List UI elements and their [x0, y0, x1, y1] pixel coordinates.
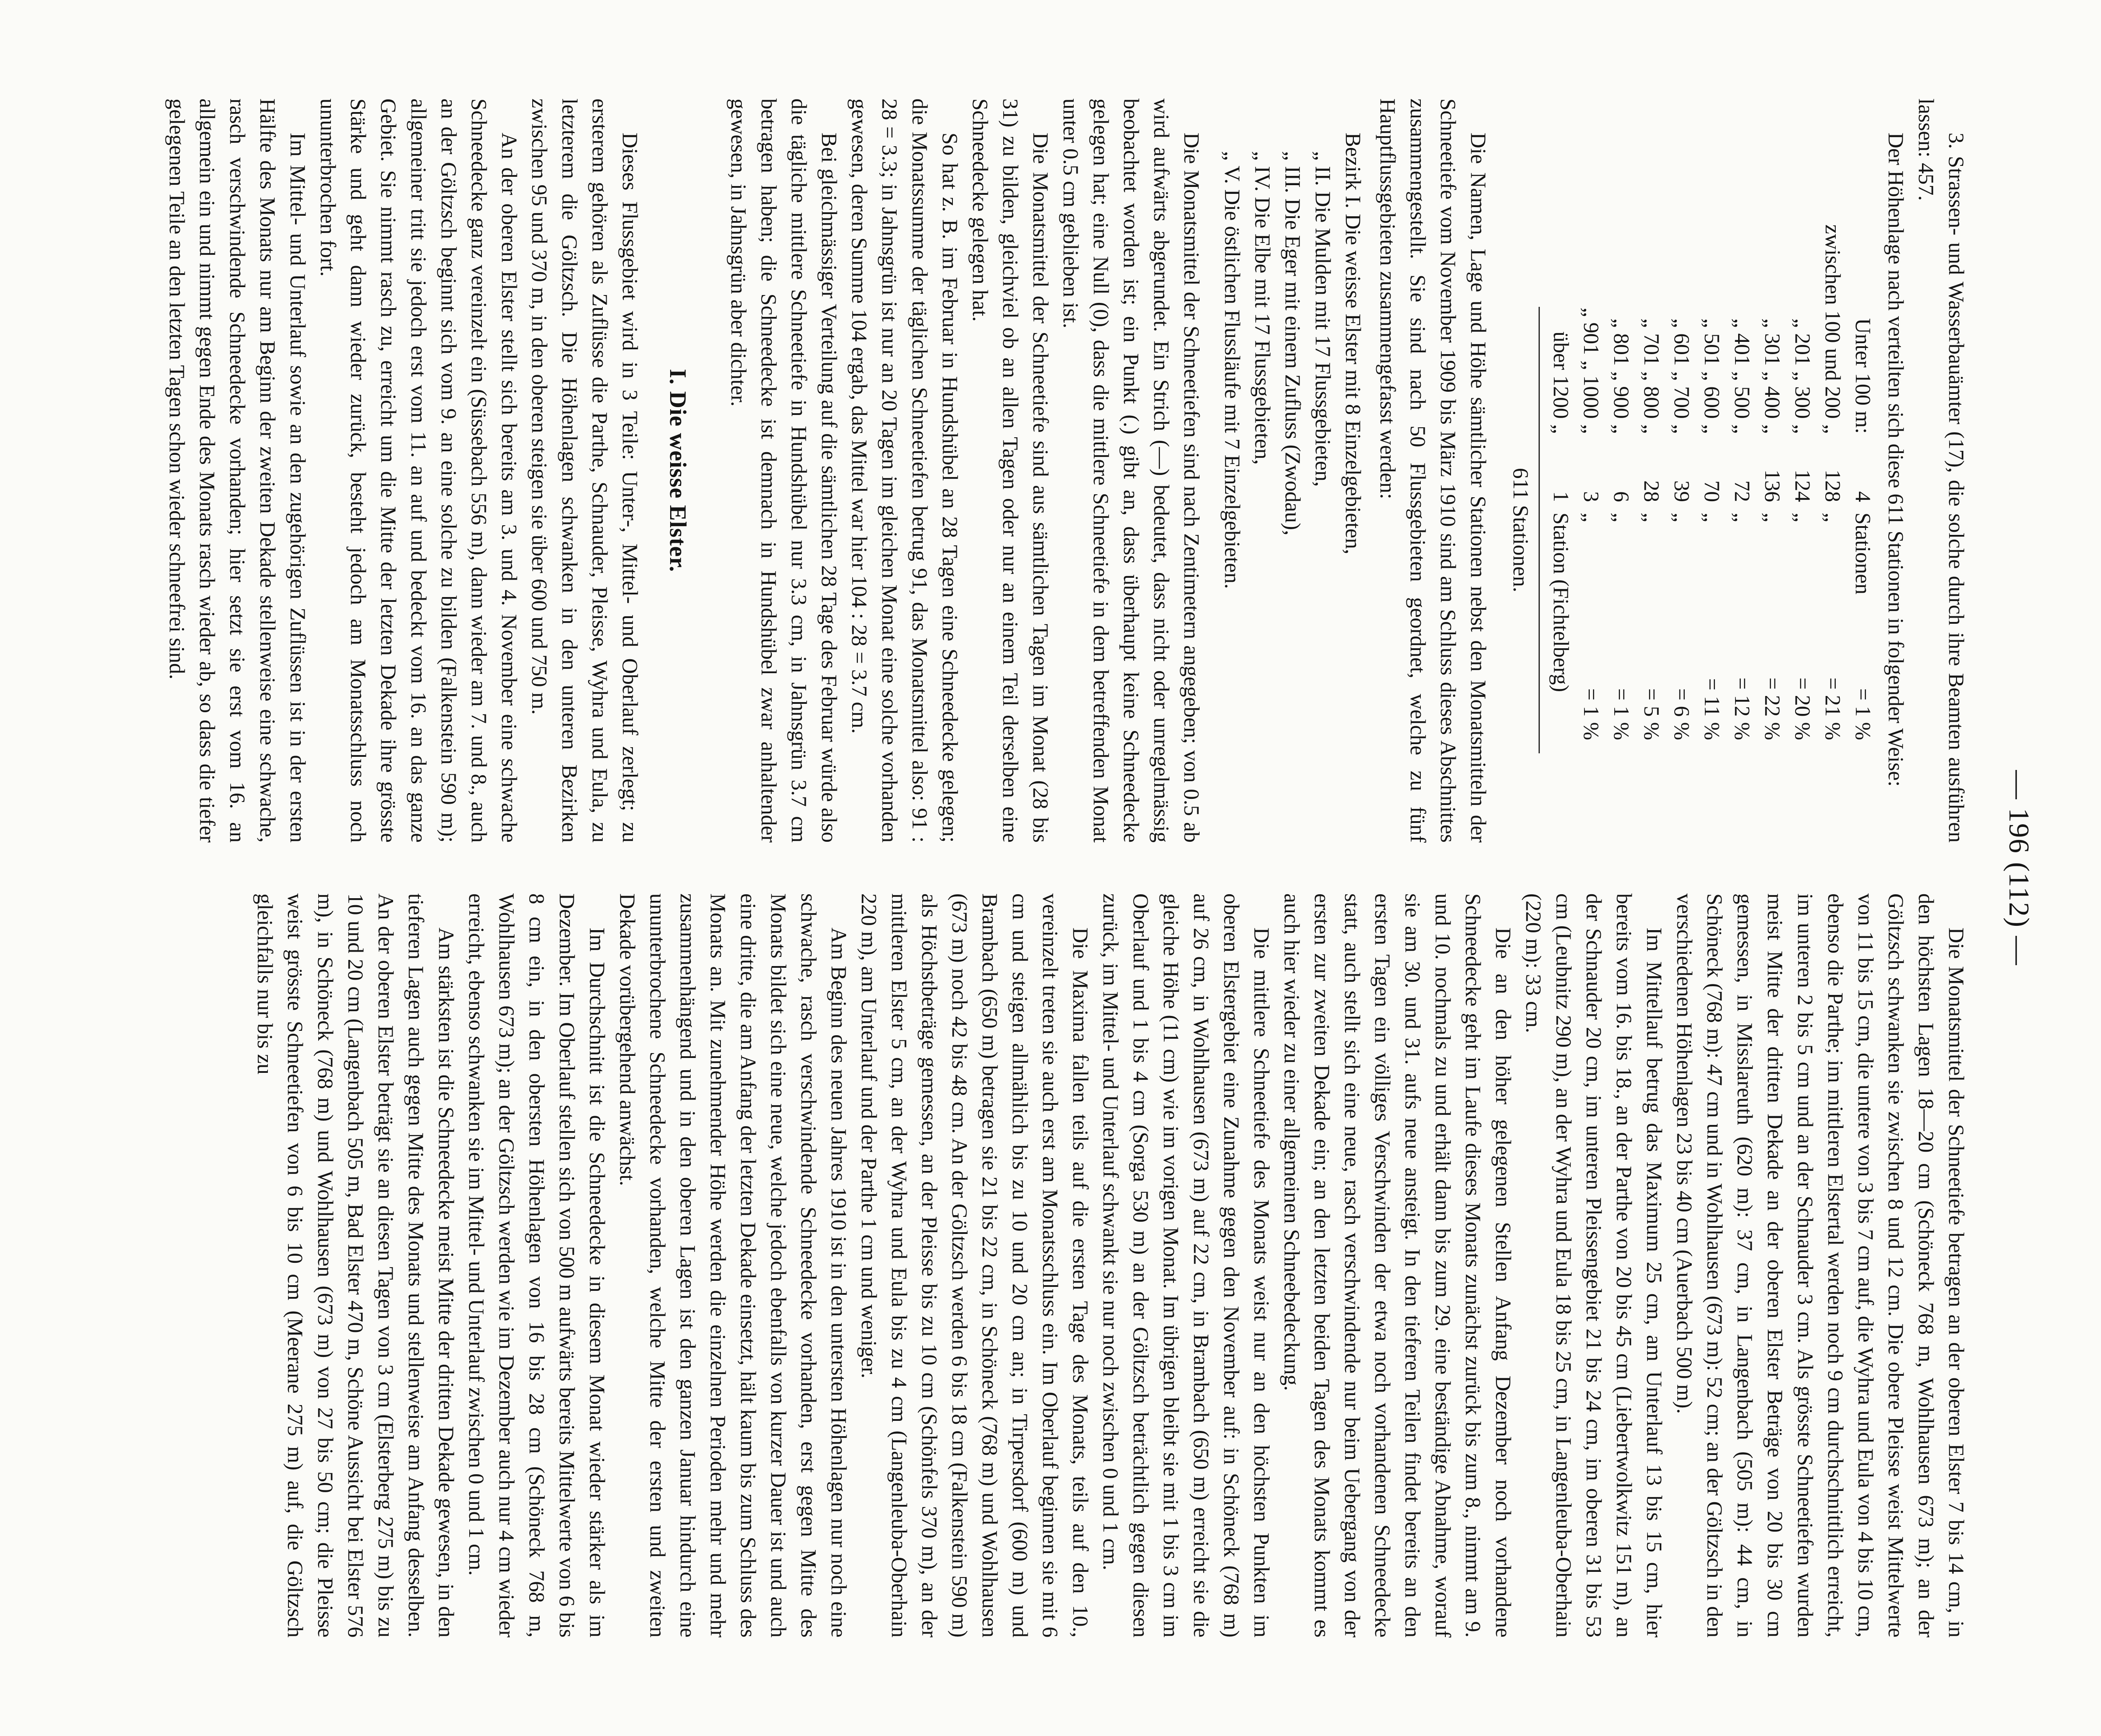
table-cell-unit: „ [1640, 513, 1664, 522]
table-cell-unit: Station (Fichtelberg) [1549, 513, 1573, 692]
paragraph: Die Monatsmittel der Schneetiefen sind nach Zentimetern angegeben; von 0.5 ab wird aufwärts abgerundet. Ein Strich (—) bedeutet, dass nicht oder unregelmässig beobachtet worden ist; ein Punkt (.) gibt an, dass überhaupt keine Schneedecke gelegen hat; eine Null (0), dass die mittlere Schneetiefe in dem betreffenden Monat unter 0.5 cm geblieben ist. [1059, 98, 1204, 843]
district-list [1217, 98, 1368, 843]
district-item: „ II. Die Mulden mit 17 Flussgebieten, [1311, 151, 1335, 487]
table-row [1697, 114, 1727, 843]
table-cell-unit: „ [1609, 513, 1634, 522]
table-row [1606, 114, 1637, 843]
table-cell-count: 70 [1700, 480, 1724, 502]
table-row [1757, 114, 1788, 843]
table-cell-count: 124 [1791, 469, 1815, 502]
paragraph: Die Monatsmittel der Schneetiefe sind aus sämtlichen Tagen im Monat (28 bis 31) zu bilden, gleichviel ob an allen Tagen oder nur an einem Teil derselben eine Schneedecke gelegen hat. [968, 98, 1053, 843]
table-cell-percent: = 5 % [1640, 688, 1664, 740]
table-row [1818, 114, 1848, 843]
district-item: „ IV. Die Elbe mit 17 Flussgebieten, [1251, 151, 1275, 465]
table-cell-range: Unter 100 m: [1851, 318, 1875, 434]
paragraph: Im Mittel- und Unterlauf sowie an den zugehörigen Zuflüssen ist in der ersten Hälfte des Monats nur am Beginn der zweiten Dekade stellenweise eine schwache, rasch verschwindende Schneedecke vorhanden; hier setzt sie erst vom 16. an allgemein ein und nimmt gegen Ende des Monats rasch wieder ab, so dass die tiefer gelegenen Teile an den letzten Tagen schon wieder schneefrei sind. [165, 98, 310, 843]
paragraph: Die Maxima fallen teils auf die ersten Tage des Monats, teils auf den 10., vereinzelt treten sie auch erst am Monatsschluss ein. Im Oberlauf beginnen sie mit 6 cm und steigen allmählich bis zu 10 und 20 cm an; in Tirpersdorf (600 m) und Brambach (650 m) betragen sie 21 bis 22 cm, in Schöneck (768 m) und Wohlhausen (673 m) noch 42 bis 48 cm. An der Göltzsch werden 6 bis 18 cm (Falkenstein 590 m) als Höchstbeträge gemessen, an der Pleisse bis zu 10 cm (Schönfels 370 m), an der mittleren Elster 5 cm, an der Wyhra und Eula bis zu 4 cm (Langenleuba-Oberhain 220 m), am Unterlauf und der Parthe 1 cm und weniger. [857, 893, 1093, 1638]
paragraph: Die Namen, Lage und Höhe sämtlicher Stationen nebst den Monatsmitteln der Schneetiefe vom November 1909 bis März 1910 sind am Schluss dieses Abschnittes zusammengestellt. Sie sind nach 50 Flussgebieten geordnet, welche zu fünf Hauptflussgebieten zusammengefasst werden: [1376, 98, 1490, 843]
paragraph: Im Durchschnitt ist die Schneedecke in diesem Monat wieder stärker als im Dezember. Im Oberlauf stellen sich von 500 m aufwärts bereits Mittelwerte von 6 bis 8 cm ein, in den obersten Höhenlagen von 16 bis 28 cm (Schöneck 768 m, Wohlhausen 673 m); an der Göltzsch werden wie im Dezember auch nur 4 cm wieder erreicht, ebenso schwanken sie im Mittel- und Unterlauf zwischen 0 und 1 cm. [464, 893, 609, 1638]
table-cell-range: „ 401 „ 500 „ [1730, 318, 1754, 434]
table-cell-unit: Stationen [1851, 513, 1875, 594]
district-item: Bezirk I. Die weisse Elster mit 8 Einzelgebieten, [1341, 133, 1365, 555]
table-row [1546, 114, 1576, 843]
table-cell-percent: = 1 % [1579, 688, 1603, 740]
paragraph: Im Mittellauf betrug das Maximum 25 cm, am Unterlauf 13 bis 15 cm, hier bereits vom 16. bis 18., an der Parthe von 20 bis 45 cm (Liebertwolkwitz 151 m), an der Schnauder 20 cm, im unteren Pleissengebiet 21 bis 24 cm, im oberen 31 bis 53 cm (Leubnitz 290 m), an der Wyhra und Eula 18 bis 25 cm, in Langenleuba-Oberhain (220 m): 33 cm. [1521, 893, 1666, 1638]
table-row [1667, 114, 1697, 843]
table-cell-unit: „ [1700, 513, 1724, 522]
table-cell-percent: = 12 % [1730, 677, 1754, 740]
section-heading: I. Die weisse Elster. [665, 369, 691, 573]
table-cell-range: „ 201 „ 300 „ [1791, 318, 1815, 434]
table-cell-percent: = 1 % [1851, 688, 1875, 740]
table-row [1727, 114, 1757, 843]
table-cell-count: 6 [1609, 491, 1634, 502]
paragraph: Der Höhenlage nach verteilten sich diese 611 Stationen in folgender Weise: [1884, 133, 1908, 787]
table-row [1576, 114, 1606, 843]
table-cell-range: „ 601 „ 700 „ [1670, 318, 1694, 434]
elevation-table [1506, 114, 1878, 843]
table-cell-count: 1 [1549, 491, 1573, 502]
table-cell-unit: „ [1670, 513, 1694, 522]
table-cell-percent: = 11 % [1700, 678, 1724, 740]
table-cell-count: 4 [1851, 491, 1875, 502]
table-cell-unit: „ [1730, 513, 1754, 522]
table-cell-range: über 1200 „ [1549, 331, 1573, 434]
table-cell-range: „ 801 „ 900 „ [1609, 318, 1634, 434]
paragraph: Bei gleichmässiger Verteilung auf die sämtlichen 28 Tage des Februar würde also die tägliche mittlere Schneetiefe in Hundshübel nur 3.3 cm, in Jahnsgrün 3.7 cm betragen haben; die Schneedecke ist demnach in Hundshübel zwar anhaltender gewesen, in Jahnsgrün aber dichter. [727, 98, 841, 843]
district-item: „ V. Die östlichen Flussläufe mit 7 Einzelgebieten. [1220, 151, 1244, 589]
table-cell-count: 128 [1821, 469, 1845, 502]
paragraph: Die mittlere Schneetiefe des Monats weist nur an den höchsten Punkten im oberen Elstergebiet eine Zunahme gegen den November auf: in Schöneck (768 m) auf 26 cm, in Wohlhausen (673 m) auf 22 cm, in Brambach (650 m) erreicht sie die gleiche Höhe (11 cm) wie im vorigen Monat. Im übrigen bleibt sie mit 1 bis 3 cm im Oberlauf und 1 bis 4 cm (Sorga 530 m) an der Göltzsch beträchtlich gegen diesen zurück, im Mittel- und Unterlauf schwankt sie nur noch zwischen 0 und 1 cm. [1099, 893, 1274, 1638]
paragraph: An der oberen Elster stellt sich bereits am 3. und 4. November eine schwache Schneedecke ganz vereinzelt ein (Süssebach 556 m), dann wieder am 7. und 8., auch an der Göltzsch beginnt sich vom 9. an eine solche zu bilden (Falkenstein 590 m); allgemeiner tritt sie jedoch erst vom 11. an auf und bedeckt vom 16. an das ganze Gebiet. Sie nimmt rasch zu, erreicht um die Mitte der letzten Dekade ihre grösste Stärke und geht dann wieder zurück, besteht jedoch am Monatsschluss noch ununterbrochen fort. [316, 98, 521, 843]
page-header: — 196 (112) — [2003, 770, 2035, 966]
table-row [1848, 114, 1878, 843]
table-cell-percent: = 21 % [1821, 677, 1845, 740]
table-cell-count: 28 [1640, 480, 1664, 502]
table-cell-unit: „ [1821, 513, 1845, 522]
table-cell-unit: „ [1579, 513, 1603, 522]
left-column [162, 98, 1971, 843]
table-cell-percent: = 6 % [1670, 688, 1694, 740]
table-cell-range: „ 301 „ 400 „ [1760, 318, 1785, 434]
table-cell-count: 3 [1579, 491, 1603, 502]
table-row [1637, 114, 1667, 843]
table-cell-count: 136 [1760, 469, 1785, 502]
table-cell-percent: = 20 % [1791, 677, 1815, 740]
table-cell-percent: = 1 % [1609, 688, 1634, 740]
paragraph: Am stärksten ist die Schneedecke meist Mitte der dritten Dekade gewesen, in den tieferen Lagen auch gegen Mitte des Monats und stellenweise am Anfang desselben. An der oberen Elster beträgt sie an diesen Tagen von 3 cm (Elsterberg 275 m) bis zu 10 und 20 cm (Langenbach 505 m, Bad Elster 470 m, Schöne Aussicht bei Elster 576 m), in Schöneck (768 m) und Wohlhausen (673 m) von 27 bis 50 cm; die Pleisse weist grösste Schneetiefen von 6 bis 10 cm (Meerane 275 m) auf, die Göltzsch gleichfalls nur bis zu [253, 893, 458, 1638]
paragraph: 3. Strassen- und Wasserbauämter (17), die solche durch ihre Beamten ausführen lassen: 457. [1914, 98, 1968, 843]
paragraph: Die Monatsmittel der Schneetiefe betragen an der oberen Elster 7 bis 14 cm, in den höchsten Lagen 18—20 cm (Schöneck 768 m, Wohlhausen 673 m); an der Göltzsch schwanken sie zwischen 8 und 12 cm. Die obere Pleisse weist Mittelwerte von 11 bis 15 cm, die untere von 3 bis 7 cm auf, die Wyhra und Eula von 4 bis 10 cm, ebenso die Parthe; im mittleren Elstertal werden noch 9 cm durchschnittlich erreicht, im unteren 2 bis 5 cm und an der Schnauder 3 cm. Als grösste Schneetiefen wurden meist Mitte der dritten Dekade an der oberen Elster Beträge von 20 bis 30 cm gemessen, in Misslareuth (620 m): 37 cm, in Langenbach (505 m): 44 cm, in Schöneck (768 m): 47 cm und in Wohlhausen (673 m): 52 cm; an der Göltzsch in den verschiedenen Höhenlagen 23 bis 40 cm (Auerbach 500 m). [1672, 893, 1968, 1638]
table-row [1788, 114, 1818, 843]
table-cell-percent: = 22 % [1760, 677, 1785, 740]
table-total: 611 Stationen. [1506, 307, 1540, 753]
table-cell-range: „ 901 „ 1000 „ [1579, 307, 1603, 434]
paragraph: Die an den höher gelegenen Stellen Anfang Dezember noch vorhandene Schneedecke geht im Laufe dieses Monats zunächst zurück bis zum 8., nimmt am 9. und 10. nochmals zu und erhält dann bis zum 29. eine beständige Abnahme, worauf sie am 30. und 31. aufs neue ansteigt. In den tieferen Teilen findet bereits an den ersten Tagen ein völliges Verschwinden der etwa noch vorhandenen Schneedecke statt, auch stellt sich eine neue, rasch verschwindende nur beim Uebergang von der ersten zur zweiten Dekade ein; an den letzten beiden Tagen des Monats kommt es auch hier wieder zu einer allgemeinen Schneebedeckung. [1280, 893, 1515, 1638]
page-content [162, 98, 2035, 1638]
paragraph: So hat z. B. im Februar in Hundshübel an 28 Tagen eine Schneedecke gelegen; die Monatssumme der täglichen Schneetiefen betrug 91, das Monatsmittel also: 91 : 28 = 3.3; in Jahnsgrün ist nur an 20 Tagen im gleichen Monat eine solche vorhanden gewesen, deren Summe 104 ergab, das Mittel war hier 104 : 28 = 3.7 cm. [847, 98, 962, 843]
table-cell-range: „ 501 „ 600 „ [1700, 318, 1724, 434]
columns [162, 98, 1971, 1638]
table-cell-unit: „ [1760, 513, 1785, 522]
paragraph: Am Beginn des neuen Jahres 1910 ist in den untersten Höhenlagen nur noch eine schwache, rasch verschwindende Schneedecke vorhanden, erst gegen Mitte des Monats bildet sich eine neue, welche jedoch ebenfalls von kurzer Dauer ist und auch eine dritte, die am Anfang der letzten Dekade einsetzt, hält kaum bis zum Schluss des Monats an. Mit zunehmender Höhe werden die einzelnen Perioden mehr und mehr zusammenhängend und in den oberen Lagen ist den ganzen Januar hindurch eine ununterbrochene Schneedecke vorhanden, welche Mitte der ersten und zweiten Dekade vorübergehend anwächst. [615, 893, 851, 1638]
right-column [162, 893, 1971, 1638]
table-cell-range: „ 701 „ 800 „ [1640, 318, 1664, 434]
paragraph: Dieses Flussgebiet wird in 3 Teile: Unter-, Mittel- und Oberlauf zerlegt; zu ersterem gehören als Zuflüsse die Parthe, Schnauder, Pleisse, Wyhra und Eula, zu letzterem die Göltzsch. Die Höhenlagen schwanken in den unteren Bezirken zwischen 95 und 370 m, in den oberen steigen sie über 600 und 750 m. [527, 98, 642, 843]
table-cell-range: zwischen 100 und 200 „ [1821, 224, 1845, 434]
table-cell-unit: „ [1791, 513, 1815, 522]
table-cell-count: 72 [1730, 480, 1754, 502]
district-item: „ III. Die Eger mit einem Zufluss (Zwodau), [1281, 151, 1305, 536]
table-cell-count: 39 [1670, 480, 1694, 502]
